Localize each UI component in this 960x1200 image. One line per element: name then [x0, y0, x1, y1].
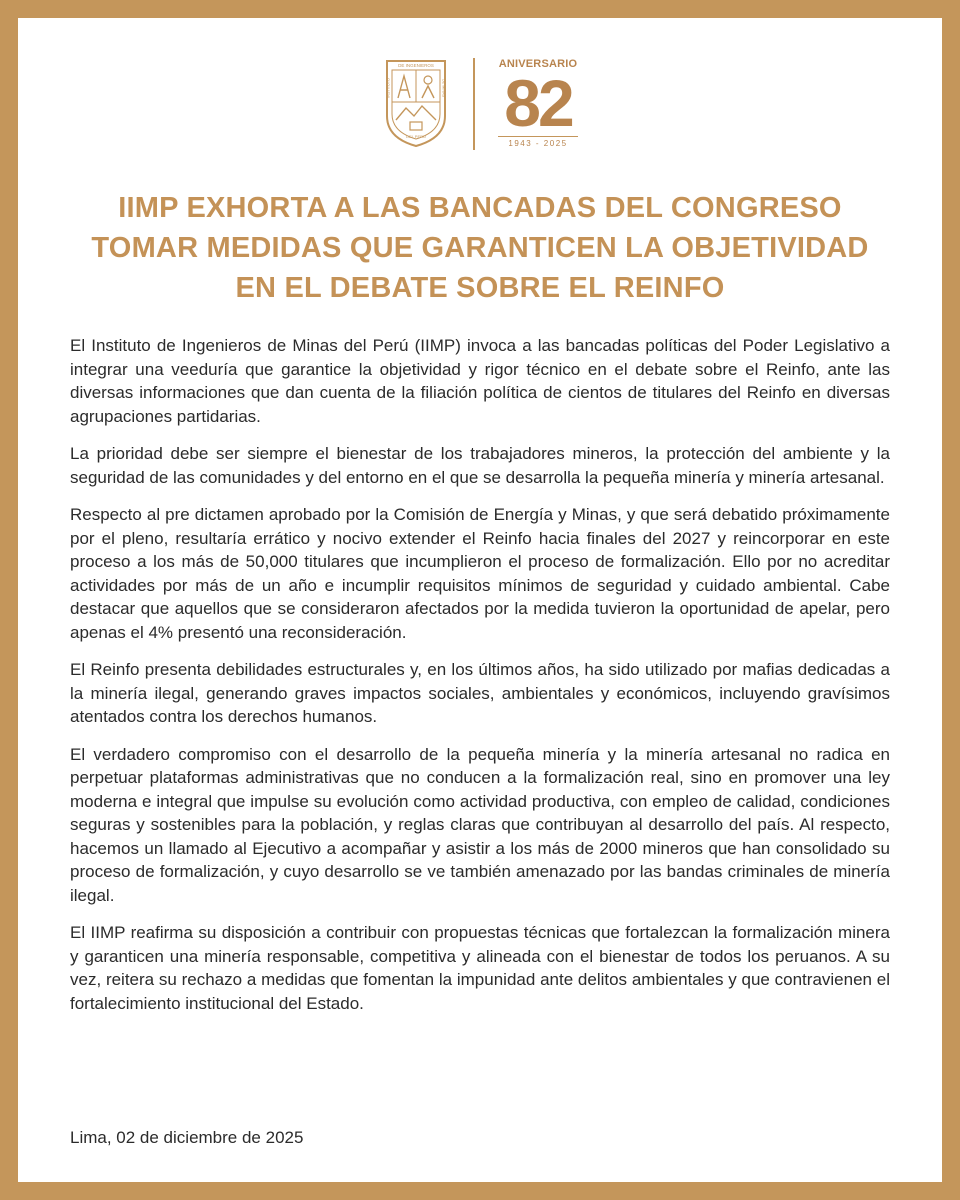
- logo-divider: [473, 58, 475, 150]
- headline: [58, 188, 902, 308]
- body-text: [70, 334, 890, 1029]
- headline-line-2: TOMAR MEDIDAS QUE GARANTICEN LA OBJETIVIDAD: [91, 232, 869, 264]
- press-release-page: [18, 18, 942, 1182]
- anniversary-years: 1943 - 2025: [498, 136, 578, 148]
- seal-right-text: DE MINAS: [441, 78, 446, 98]
- paragraph-2: La prioridad debe ser siempre el bienestar de los trabajadores mineros, la protección del ambiente y la seguridad de las comunidades y del entorno en el que se desarrolla la pequeña minería y minería artesanal.: [70, 444, 890, 487]
- seal-top-text: DE INGENIEROS: [398, 63, 434, 68]
- signoff-date: Lima, 02 de diciembre de 2025: [70, 1128, 304, 1147]
- paragraph-1: El Instituto de Ingenieros de Minas del Perú (IIMP) invoca a las bancadas políticas del Poder Legislativo a integrar una veeduría que garantice la objetividad y rigor técnico en el debate sobre el Reinfo, ante las diversas informaciones que dan cuenta de la filiación política de cientos de titulares del Reinfo en diversas agrupaciones partidarias.: [70, 336, 890, 426]
- paragraph-3: Respecto al pre dictamen aprobado por la Comisión de Energía y Minas, y que será debatido próximamente por el pleno, resultaría errático y nocivo extender el Reinfo hacia finales del 2027 y reincorporar en este proceso a los más de 50,000 titulares que incumplieron el proceso de formalización. Ello por no acreditar actividades por más de un año e incumplir requisitos mínimos de seguridad y cuidado ambiental. Cabe destacar que aquellos que se consideraron afectados por la medida tuvieron la oportunidad de apelar, pero apenas el 4% presentó una reconsideración.: [70, 505, 890, 642]
- seal-bottom-text: DEL PERU: [406, 134, 426, 139]
- anniversary-label: ANIVERSARIO: [498, 58, 578, 70]
- paragraph-6: El IIMP reafirma su disposición a contribuir con propuestas técnicas que fortalezcan la formalización minera y garanticen una minería responsable, competitiva y alineada con el bienestar de todos los peruanos. A su vez, reitera su rechazo a medidas que fomentan la impunidad ante delitos ambientales y que contravienen el fortalecimiento institucional del Estado.: [70, 923, 890, 1013]
- anniversary-number: 82: [504, 66, 572, 140]
- anniversary-logo: [498, 58, 578, 150]
- header-logos: [18, 58, 942, 158]
- paragraph-5: El verdadero compromiso con el desarrollo de la pequeña minería y la minería artesanal no radica en perpetuar plataformas administrativas que no conducen a la formalización real, sino en promover una ley moderna e integral que impulse su evolución como actividad productiva, con empleo de calidad, condiciones seguras y sostenibles para la población, y reglas claras que contribuyan al desarrollo del país. Al respecto, hacemos un llamado al Ejecutivo a acompañar y asistir a los más de 2000 mineros que han consolidado su proceso de formalización, y cuyo desarrollo se ve también amenazado por las bandas criminales de minería ilegal.: [70, 744, 890, 905]
- seal-left-text: INSTITUTO: [386, 78, 391, 98]
- headline-line-1: IIMP EXHORTA A LAS BANCADAS DEL CONGRESO: [118, 192, 842, 224]
- headline-line-3: EN EL DEBATE SOBRE EL REINFO: [235, 272, 725, 304]
- paragraph-4: El Reinfo presenta debilidades estructurales y, en los últimos años, ha sido utilizado por mafias dedicadas a la minería ilegal, generando graves impactos sociales, ambientales y económicos, incluyendo gravísimos atentados contra los derechos humanos.: [70, 660, 890, 726]
- iimp-seal-icon: [384, 58, 448, 148]
